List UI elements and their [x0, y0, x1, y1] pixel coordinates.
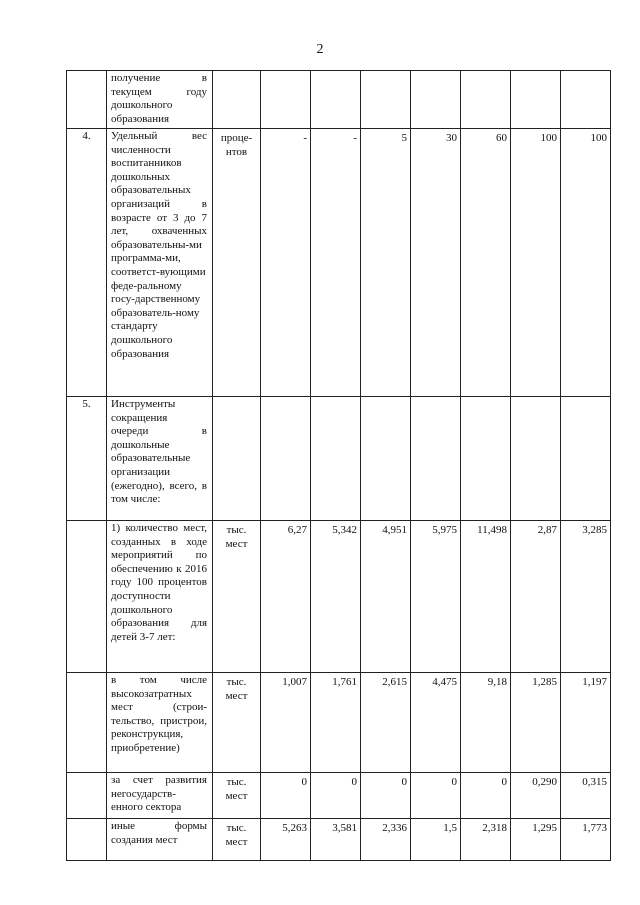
indicators-table — [66, 70, 611, 861]
unit-cell: тыс. мест — [213, 673, 261, 773]
row-number-cell: 5. — [67, 397, 107, 521]
value-cell: 5,975 — [411, 521, 461, 673]
value-cell: 5 — [361, 129, 411, 397]
unit-cell: тыс. мест — [213, 819, 261, 861]
value-cell — [311, 71, 361, 129]
value-cell — [461, 397, 511, 521]
row-number-cell: 4. — [67, 129, 107, 397]
table-row — [67, 71, 611, 129]
value-cell — [411, 397, 461, 521]
value-cell: 9,18 — [461, 673, 511, 773]
value-cell: 2,87 — [511, 521, 561, 673]
value-cell — [361, 71, 411, 129]
value-cell: 1,761 — [311, 673, 361, 773]
indicator-description-cell: 1) количество мест, созданных в ходе мероприятий по обеспечению к 2016 году 100 процентов доступности дошкольного образования для детей 3-7 лет: — [107, 521, 213, 673]
table-row — [67, 773, 611, 819]
indicator-description-cell: за счет развития негосударств-енного сектора — [107, 773, 213, 819]
unit-cell: проце-нтов — [213, 129, 261, 397]
indicator-description-cell: Удельный вес численности воспитанников дошкольных образовательных организаций в возрасте от 3 до 7 лет, охваченных образовательны-ми программа-ми, соответст-вующими феде-ральному госу-дарственному образователь-ному стандарту дошкольного образования — [107, 129, 213, 397]
unit-cell: тыс. мест — [213, 521, 261, 673]
page-number: 2 — [316, 42, 324, 57]
value-cell — [561, 397, 611, 521]
table-row — [67, 673, 611, 773]
row-number-cell — [67, 71, 107, 129]
row-number-cell — [67, 819, 107, 861]
indicator-description-cell: в том числе высокозатратных мест (строи-тельство, пристрои, реконструкция, приобретение) — [107, 673, 213, 773]
value-cell: 3,581 — [311, 819, 361, 861]
value-cell: 100 — [511, 129, 561, 397]
value-cell: 30 — [411, 129, 461, 397]
value-cell — [261, 71, 311, 129]
value-cell: 100 — [561, 129, 611, 397]
value-cell: 1,007 — [261, 673, 311, 773]
value-cell: 1,285 — [511, 673, 561, 773]
value-cell: 0 — [261, 773, 311, 819]
value-cell — [511, 397, 561, 521]
table-row — [67, 397, 611, 521]
value-cell: 0 — [411, 773, 461, 819]
table-row — [67, 129, 611, 397]
value-cell: 5,263 — [261, 819, 311, 861]
row-number-cell — [67, 773, 107, 819]
unit-cell — [213, 71, 261, 129]
value-cell: - — [311, 129, 361, 397]
value-cell: 1,197 — [561, 673, 611, 773]
indicator-description-cell: иные формы создания мест — [107, 819, 213, 861]
row-number-cell — [67, 673, 107, 773]
value-cell: 2,318 — [461, 819, 511, 861]
value-cell: 60 — [461, 129, 511, 397]
value-cell: 2,615 — [361, 673, 411, 773]
value-cell — [311, 397, 361, 521]
value-cell: 6,27 — [261, 521, 311, 673]
value-cell — [561, 71, 611, 129]
table-row — [67, 819, 611, 861]
indicator-description-cell: Инструменты сокращения очереди в дошкольные образовательные организации (ежегодно), всего, в том числе: — [107, 397, 213, 521]
row-number-cell — [67, 521, 107, 673]
unit-cell — [213, 397, 261, 521]
value-cell: 3,285 — [561, 521, 611, 673]
value-cell: 1,5 — [411, 819, 461, 861]
value-cell: 5,342 — [311, 521, 361, 673]
value-cell: 1,295 — [511, 819, 561, 861]
value-cell: 4,475 — [411, 673, 461, 773]
value-cell: 0 — [361, 773, 411, 819]
value-cell: 11,498 — [461, 521, 511, 673]
value-cell: 4,951 — [361, 521, 411, 673]
value-cell: 1,773 — [561, 819, 611, 861]
unit-cell: тыс. мест — [213, 773, 261, 819]
value-cell: - — [261, 129, 311, 397]
value-cell — [411, 71, 461, 129]
indicator-description-cell: получение в текущем году дошкольного образования — [107, 71, 213, 129]
value-cell — [461, 71, 511, 129]
value-cell — [261, 397, 311, 521]
table-row — [67, 521, 611, 673]
value-cell — [361, 397, 411, 521]
value-cell: 0,290 — [511, 773, 561, 819]
value-cell: 0 — [461, 773, 511, 819]
value-cell — [511, 71, 561, 129]
value-cell: 2,336 — [361, 819, 411, 861]
value-cell: 0 — [311, 773, 361, 819]
value-cell: 0,315 — [561, 773, 611, 819]
